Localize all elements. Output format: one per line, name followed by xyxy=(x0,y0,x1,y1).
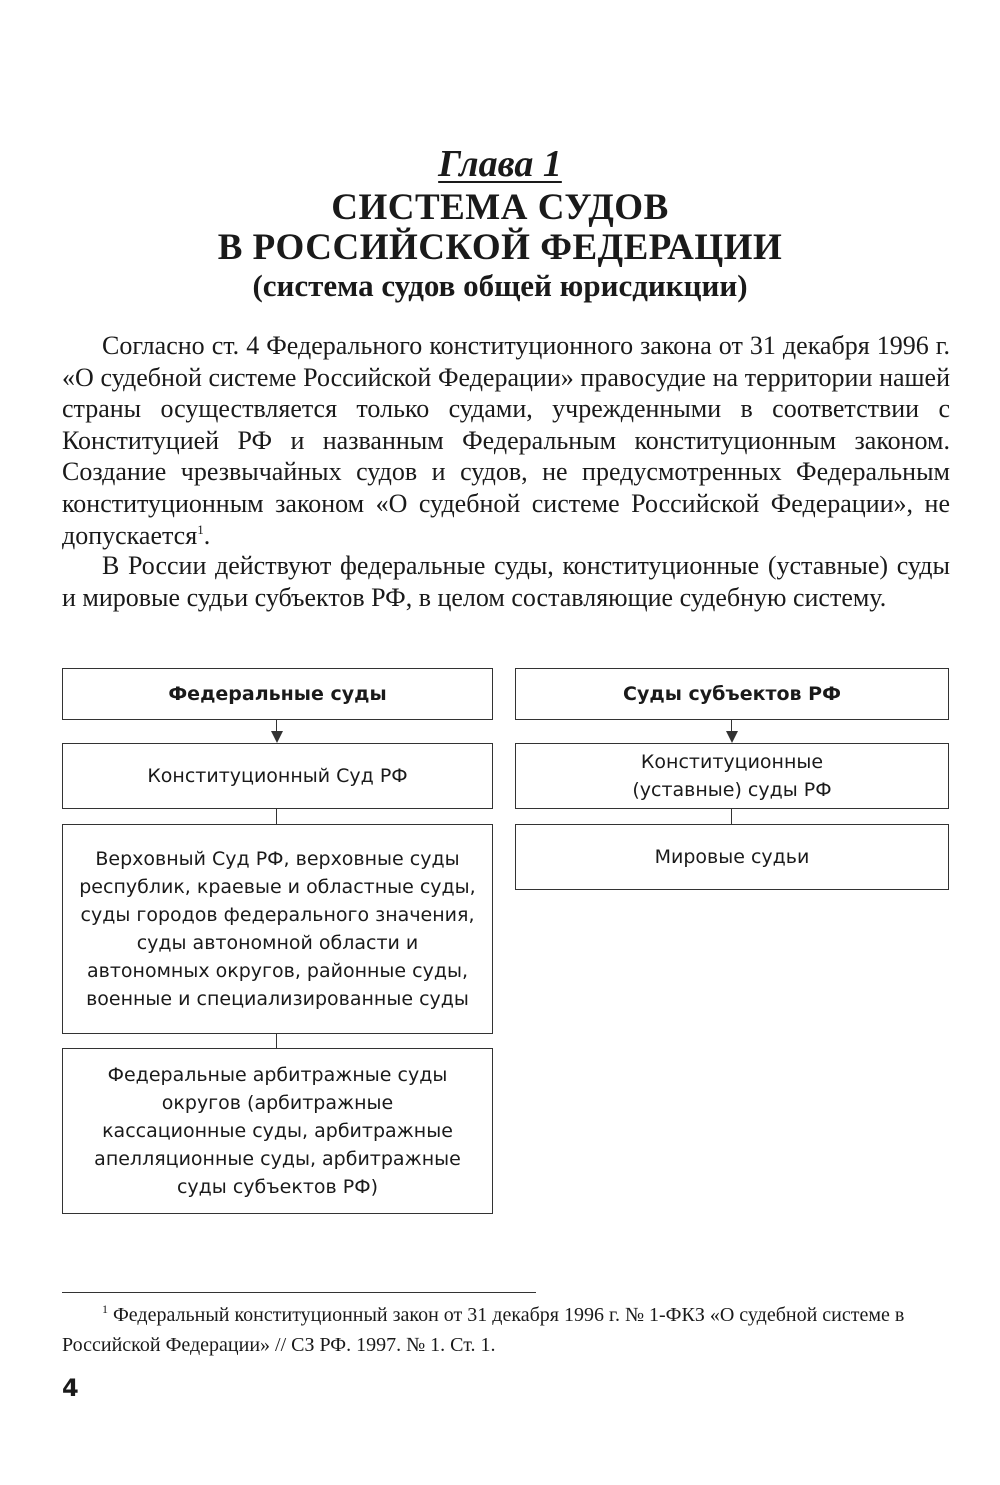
arrow-down-icon xyxy=(726,731,738,743)
title-subtitle: (система судов общей юрисдикции) xyxy=(252,268,748,303)
federal-court-general-jurisdiction: Верховный Суд РФ, верховные суды республик, краевые и областные суды, суды городов федерального значения, суды автономной области и автономных округов, районные суды, военные и специализированные суды xyxy=(62,824,493,1034)
regional-court-constitutional: Конституционные (уставные) суды РФ xyxy=(515,743,949,809)
regional-courts-header: Суды субъектов РФ xyxy=(515,668,949,720)
federal-courts-header: Федеральные суды xyxy=(62,668,493,720)
chapter-label xyxy=(0,142,1000,186)
connector-line xyxy=(276,809,277,824)
paragraph-1-text: Согласно ст. 4 Федерального конституционного закона от 31 декабря 1996 г. «О судебной системе Российской Федерации» правосудие на территории нашей страны осуществляется только судами, учрежденными в соответствии с Конституцией РФ и названным Федеральным конституционным законом. Создание чрезвычайных судов и судов, не предусмотренных Федеральным конституционным законом «О судебной системе Российской Федерации», не допускается xyxy=(62,331,950,550)
footnote-reference: 1 xyxy=(197,521,204,537)
connector-line xyxy=(731,809,732,824)
federal-court-arbitration: Федеральные арбитражные суды округов (арбитражные кассационные суды, арбитражные апелляционные суды, арбитражные суды субъектов РФ) xyxy=(62,1048,493,1214)
paragraph-1 xyxy=(62,330,950,551)
title-line-2: В РОССИЙСКОЙ ФЕДЕРАЦИИ xyxy=(217,227,783,268)
regional-court-magistrates: Мировые судьи xyxy=(515,824,949,890)
paragraph-2: В России действуют федеральные суды, конституционные (уставные) суды и мировые судьи субъектов РФ, в целом составляющие судебную систему. xyxy=(62,551,950,612)
footnote-text: Федеральный конституционный закон от 31 декабря 1996 г. № 1-ФКЗ «О судебной системе в Российской Федерации» // СЗ РФ. 1997. № 1. Ст. 1. xyxy=(62,1304,905,1356)
arrow-down-icon xyxy=(271,731,283,743)
footnote-marker: 1 xyxy=(102,1302,108,1316)
footnote xyxy=(62,1300,950,1360)
paragraph-1-end: . xyxy=(203,520,211,550)
title-line-1: СИСТЕМА СУДОВ xyxy=(331,187,669,228)
federal-court-constitutional: Конституционный Суд РФ xyxy=(62,743,493,809)
connector-line xyxy=(276,1034,277,1048)
page-number: 4 xyxy=(62,1374,79,1402)
chapter-text: Глава 1 xyxy=(438,143,562,185)
footnote-divider xyxy=(62,1292,536,1293)
